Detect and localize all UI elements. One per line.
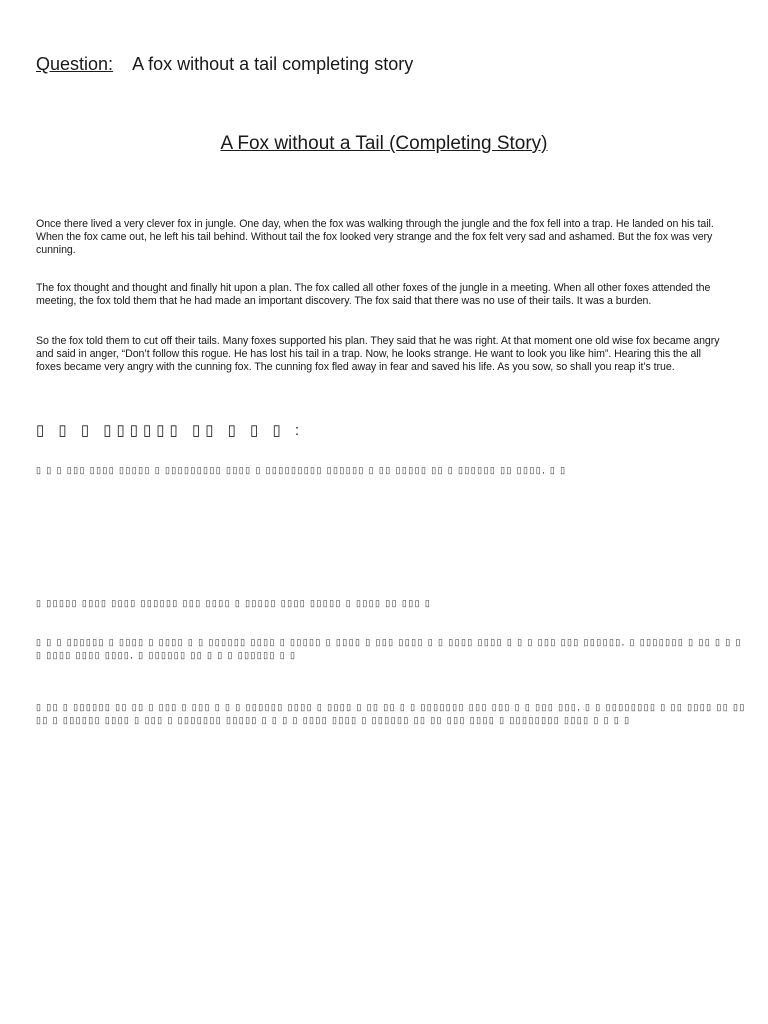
translation-paragraph-3: ▯ ▯ ▯ ▯▯▯▯▯▯ ▯ ▯▯▯▯ ▯ ▯▯▯▯ ▯ ▯ ▯▯▯▯▯▯ ▯▯▯▯ ▯ ▯▯▯▯▯ ▯ ▯▯▯▯ ▯ ▯▯▯ ▯▯▯▯ ▯ ▯ ▯▯▯▯ ▯▯▯▯ ▯ ▯ ▯ ▯▯▯ ▯▯▯ ▯▯▯▯▯▯, ▯ ▯▯▯▯▯▯▯ ▯ ▯▯ ▯ ▯ ▯ ▯ ▯▯▯▯ ▯▯▯▯ ▯▯▯▯, ▯ ▯▯▯▯▯▯ ▯▯ ▯ ▯ ▯ ▯▯▯▯▯▯ ▯ ▯ [36, 637, 742, 660]
question-text: A fox without a tail completing story [132, 54, 414, 74]
story-paragraph-1: Once there lived a very clever fox in jungle. One day, when the fox was walking through the jungle and the fox fell into a trap. He landed on his tail. When the fox came out, he left his tail behind. Without tail the fox looked very strange and the fox felt very sad and ashamed. But the fox was very cunning. [36, 218, 714, 256]
story-paragraph-2: The fox thought and thought and finally hit upon a plan. The fox called all other foxes of the jungle in a meeting. When all other foxes attended the meeting, the fox told them that he had made an important discovery. The fox said that there was no use of their tails. It was a burden. [36, 282, 711, 307]
story-paragraph-3: So the fox told them to cut off their tails. Many foxes supported his plan. They said that he was right. At that moment one old wise fox became angry and said in anger, “Don’t follow this rogue. He has lost his tail in a trap. Now, he looks strange. He want to look you like him”. Hearing this the all foxes became very angry with the cunning fox. The cunning fox fled away in fear and saved his life. As you sow, so shall you reap it’s true. [36, 335, 720, 373]
story-title: A Fox without a Tail (Completing Story) [220, 133, 548, 154]
translation-heading: ▯ ▯ ▯ ▯▯▯▯▯▯ ▯▯ ▯ ▯ ▯ : [36, 422, 305, 439]
translation-paragraph-4: ▯ ▯▯ ▯ ▯▯▯▯▯▯ ▯▯ ▯▯ ▯ ▯▯▯ ▯ ▯▯▯ ▯ ▯ ▯ ▯▯▯▯▯▯ ▯▯▯▯ ▯ ▯▯▯▯ ▯ ▯▯ ▯▯ ▯ ▯ ▯▯▯▯▯▯▯ ▯▯▯ ▯▯▯ ▯ ▯ ▯▯▯ ▯▯▯, ▯ ▯ ▯▯▯▯▯▯▯▯ ▯ ▯▯ ▯▯▯▯ ▯▯ ▯▯▯▯ ▯ ▯▯▯▯▯▯ ▯▯▯▯ ▯ ▯▯▯ ▯ ▯▯▯▯▯▯▯ ▯▯▯▯▯ ▯ ▯ ▯ ▯ ▯▯▯▯ ▯▯▯▯ ▯ ▯▯▯▯▯▯ ▯▯ ▯▯ ▯▯▯ ▯▯▯▯ ▯ ▯▯▯▯▯▯▯▯ ▯▯▯▯ ▯ ▯ ▯ ▯ [36, 702, 746, 725]
translation-paragraph-2: ▯ ▯▯▯▯▯ ▯▯▯▯ ▯▯▯▯ ▯▯▯▯▯▯ ▯▯▯ ▯▯▯▯ ▯ ▯▯▯▯▯ ▯▯▯▯ ▯▯▯▯▯ ▯ ▯▯▯▯ ▯▯ ▯▯▯ ▯ [36, 598, 432, 608]
question-line [36, 52, 413, 76]
question-label: Question: [36, 54, 114, 74]
translation-paragraph-1: ▯ ▯ ▯ ▯▯▯ ▯▯▯▯ ▯▯▯▯▯ ▯ ▯▯▯▯▯▯▯▯▯ ▯▯▯▯ ▯ ▯▯▯▯▯▯▯▯▯ ▯▯▯▯▯▯ ▯ ▯▯ ▯▯▯▯▯ ▯▯ ▯ ▯▯▯▯▯▯ ▯▯ ▯▯▯▯, ▯ ▯ [36, 465, 567, 475]
